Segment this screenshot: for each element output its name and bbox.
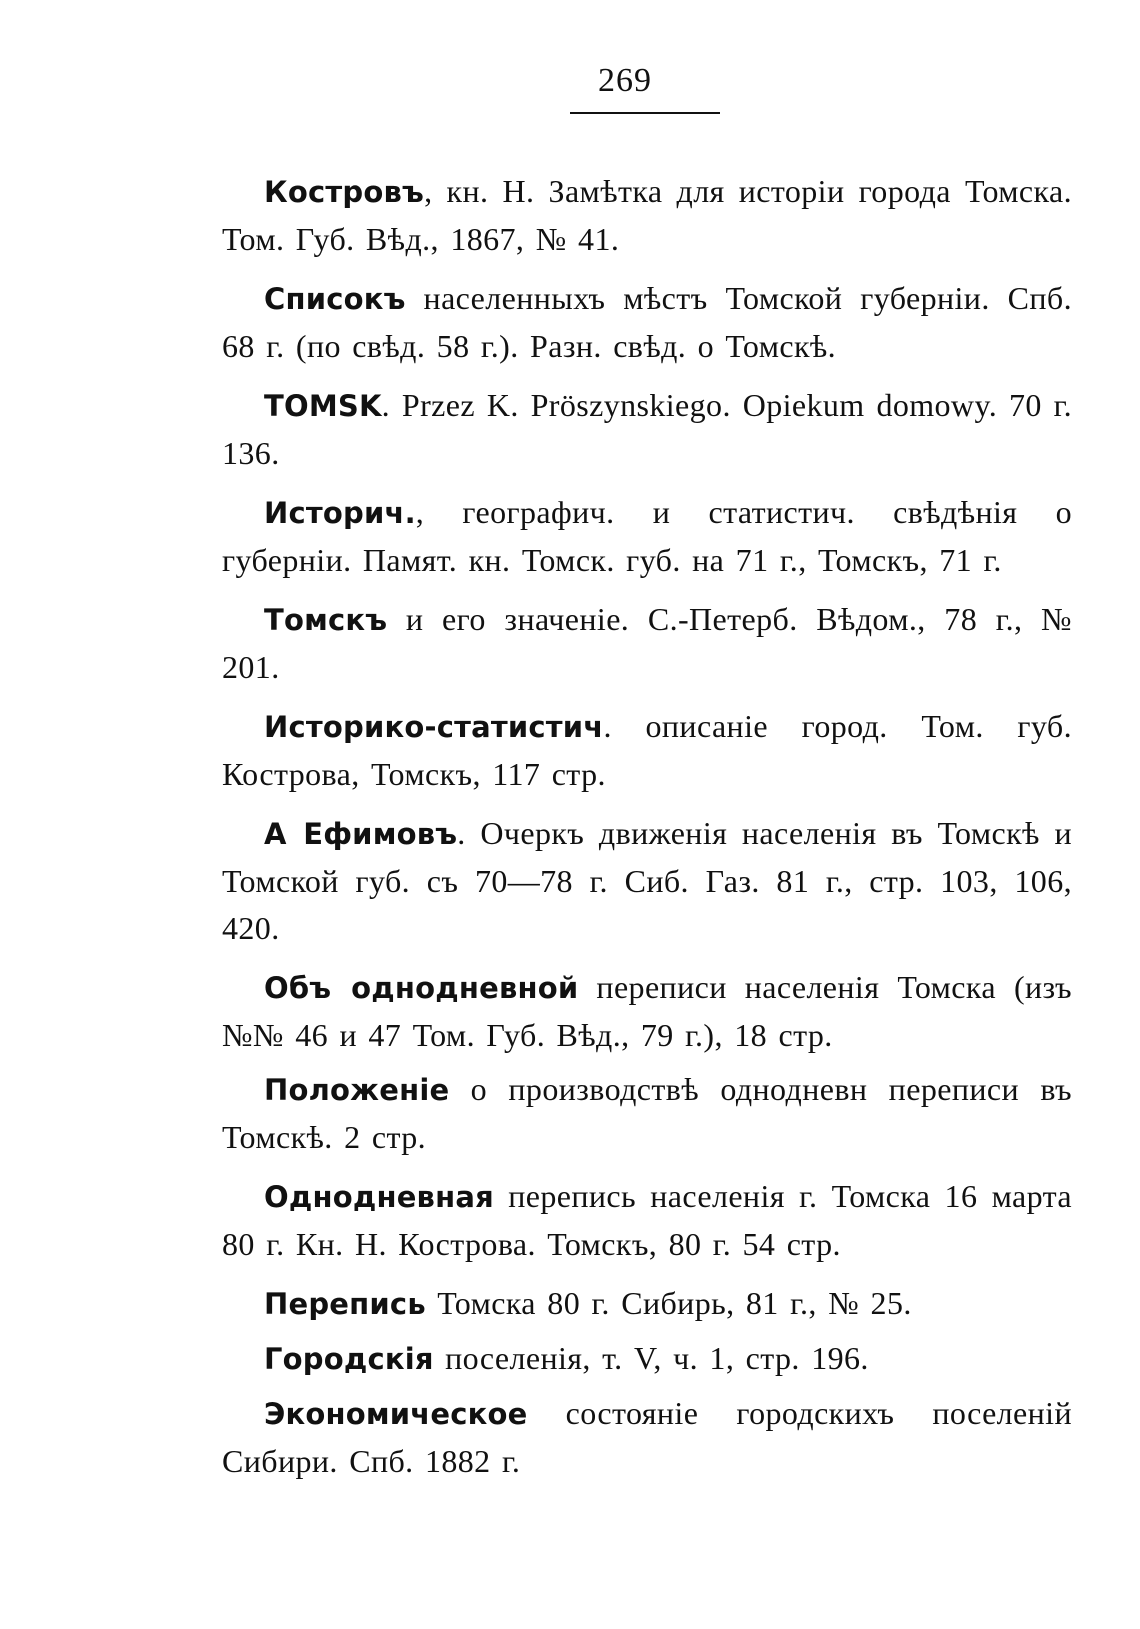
entry-heading: Томскъ	[264, 603, 388, 637]
entry-text: Томска 80 г. Сибирь, 81 г., № 25.	[425, 1285, 912, 1321]
entry-text: населенныхъ мѣстъ Томской губерніи. Спб. 68 г. (по свѣд. 58 г.). Разн. свѣд. о Томскѣ.	[222, 280, 1072, 364]
entry-heading: Городскія	[264, 1342, 434, 1376]
entry-text: . Przez K. Pröszynskiego. Opiekum domowy. 70 г. 136.	[222, 387, 1072, 471]
bibliography-entry	[222, 168, 1072, 263]
entry-heading: Однодневная	[264, 1180, 494, 1214]
entry-heading: Положеніе	[264, 1073, 450, 1107]
bibliography-entry	[222, 703, 1072, 798]
entry-text: перепись населенія г. Томска 16 марта 80 г. Кн. Н. Кострова. Томскъ, 80 г. 54 стр.	[222, 1178, 1072, 1262]
entry-heading: Историч.	[264, 496, 416, 530]
entry-text: переписи населенія Томска (изъ №№ 46 и 47 Том. Губ. Вѣд., 79 г.), 18 стр.	[222, 969, 1072, 1053]
entry-heading: А Ефимовъ	[264, 817, 458, 851]
entry-heading: Экономическое	[264, 1397, 528, 1431]
bibliography-entry	[222, 1066, 1072, 1161]
bibliography-entry	[222, 964, 1072, 1059]
entry-text: , географич. и статистич. свѣдѣнія о губерніи. Памят. кн. Томск. губ. на 71 г., Томскъ, 71 г.	[222, 494, 1072, 578]
entry-text: . описаніе город. Том. губ. Кострова, Томскъ, 117 стр.	[222, 708, 1072, 792]
entry-text: о производствѣ однодневн переписи въ Томскѣ. 2 стр.	[222, 1071, 1072, 1155]
bibliography-entry	[222, 1173, 1072, 1268]
entry-heading: Историко-статистич	[264, 710, 604, 744]
bibliography-entry	[222, 1390, 1072, 1485]
entry-heading: Перепись	[264, 1287, 426, 1321]
entry-text: и его значеніе. С.-Петерб. Вѣдом., 78 г., № 201.	[222, 601, 1072, 685]
entry-heading: Списокъ	[264, 282, 406, 316]
bibliography-entry	[222, 275, 1072, 370]
bibliography-entry	[222, 1280, 1072, 1328]
entry-text: поселенія, т. V, ч. 1, стр. 196.	[433, 1340, 869, 1376]
entry-heading: TOMSK	[264, 389, 382, 423]
entry-text: , кн. Н. Замѣтка для исторіи города Томска. Том. Губ. Вѣд., 1867, № 41.	[222, 173, 1072, 257]
bibliography-entry	[222, 1335, 1072, 1383]
bibliography-entry	[222, 596, 1072, 691]
bibliography-entry	[222, 489, 1072, 584]
page-number: 269	[598, 62, 652, 99]
entry-heading: Костровъ	[264, 175, 425, 209]
bibliography-entry	[222, 382, 1072, 477]
header-rule	[570, 112, 720, 114]
entry-text: . Очеркъ движенія населенія въ Томскѣ и Томской губ. съ 70—78 г. Сиб. Газ. 81 г., стр. 103, 106, 420.	[222, 815, 1072, 946]
entry-text: состояніе городскихъ поселеній Сибири. Спб. 1882 г.	[222, 1395, 1072, 1479]
bibliography-entry	[222, 810, 1072, 952]
entry-heading: Объ однодневной	[264, 971, 579, 1005]
bibliography-list	[222, 168, 1072, 1487]
